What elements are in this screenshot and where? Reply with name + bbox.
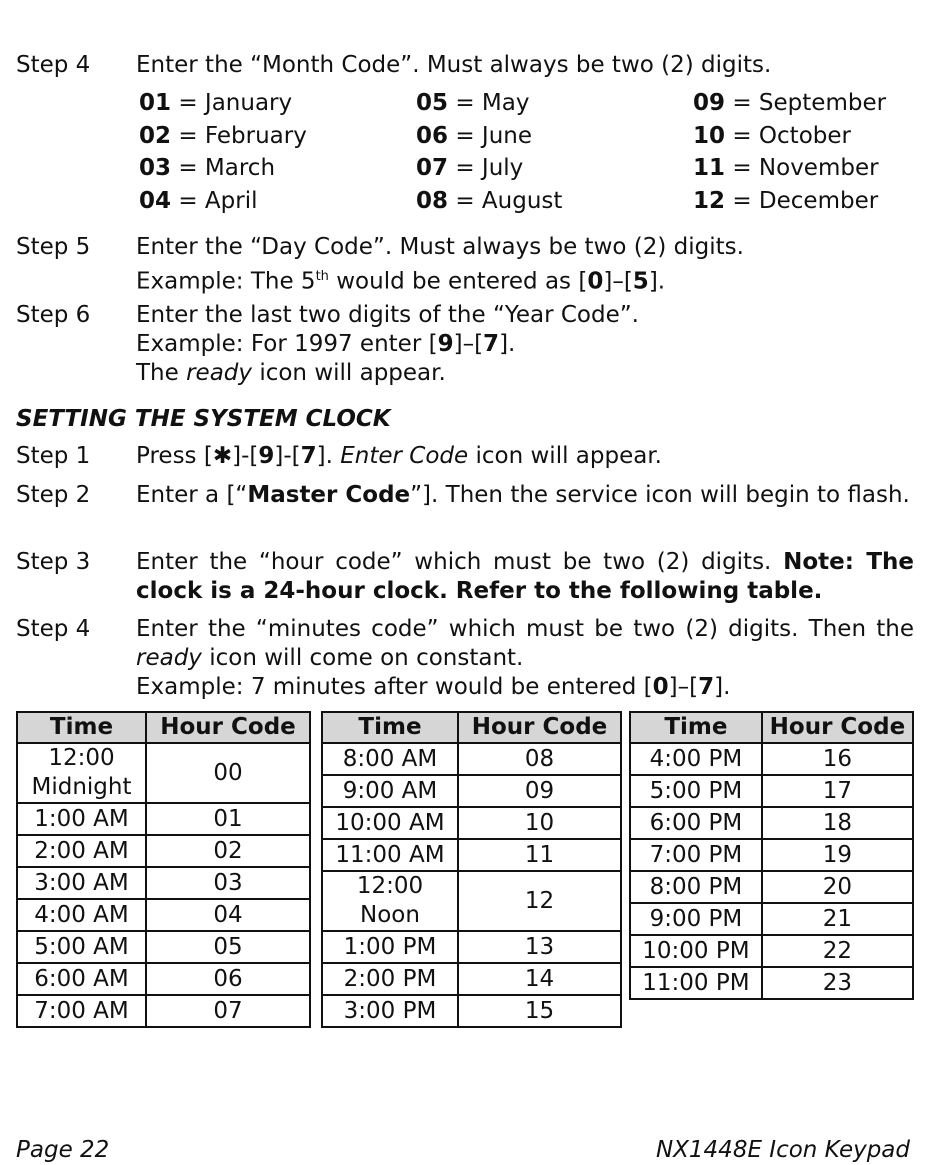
month-code: 06: [416, 123, 449, 149]
table-row: [17, 963, 310, 995]
equals-sign: =: [171, 188, 205, 214]
day-key-2: 5: [632, 268, 649, 295]
time-value-line2: Noon: [360, 902, 420, 928]
time-value: 1:00 PM: [343, 933, 437, 960]
clock-step1-body: [136, 442, 914, 471]
time-value: 11:00 AM: [335, 841, 445, 868]
manual-page: [16, 0, 914, 1165]
minutes-example-close: ].: [714, 674, 731, 700]
month-name: October: [758, 123, 851, 149]
hour-code-cell: 10: [458, 807, 621, 839]
time-cell: [630, 903, 762, 935]
hour-code-cell: 23: [762, 967, 913, 999]
clock-step4-tail: icon will come on constant.: [201, 645, 524, 671]
clock-step2-label: Step 2: [16, 482, 91, 508]
month-name: December: [758, 188, 879, 214]
year-step-example: [136, 330, 914, 359]
time-cell: [322, 931, 458, 963]
equals-sign: =: [448, 123, 482, 149]
time-value: 5:00 AM: [34, 933, 129, 960]
year-step-label: Step 6: [16, 302, 91, 328]
equals-sign: =: [448, 155, 482, 181]
month-name: March: [204, 155, 276, 181]
equals-sign: =: [171, 123, 205, 149]
hour-code-cell: 14: [458, 963, 621, 995]
time-value: 6:00 PM: [649, 809, 743, 836]
time-header: Time: [630, 712, 762, 743]
table-row: [630, 807, 913, 839]
year-key-separator: ]–[: [453, 331, 484, 357]
time-cell: [17, 743, 146, 803]
day-example-text: Example: The 5: [136, 268, 316, 295]
table-row: [17, 803, 310, 835]
month-code-item: [416, 87, 529, 119]
table-row: [17, 931, 310, 963]
hour-code-header: Hour Code: [458, 712, 621, 743]
hour-code-cell: 01: [146, 803, 310, 835]
time-value: 9:00 PM: [649, 905, 743, 932]
key-separator: ]-[: [232, 443, 259, 469]
equals-sign: =: [725, 188, 759, 214]
month-code-item: [416, 185, 562, 217]
clock-step3-label: Step 3: [16, 549, 91, 575]
time-value: 4:00 AM: [34, 901, 129, 928]
clock-step1-label: Step 1: [16, 443, 91, 469]
table-row: [630, 903, 913, 935]
year-line3-post: icon will appear.: [252, 360, 446, 386]
day-key-separator: ]–[: [603, 268, 633, 295]
time-cell: [630, 775, 762, 807]
hour-code-cell: 11: [458, 839, 621, 871]
time-cell: [322, 807, 458, 839]
key-9: 9: [258, 443, 275, 469]
table-row: [322, 775, 621, 807]
hour-code-cell: 05: [146, 931, 310, 963]
hour-code-cell: 18: [762, 807, 913, 839]
hour-code-cell: 08: [458, 743, 621, 775]
year-step-body: [136, 301, 914, 388]
time-cell: [17, 803, 146, 835]
equals-sign: =: [725, 155, 759, 181]
time-cell: [17, 835, 146, 867]
product-name: NX1448E Icon Keypad: [655, 1137, 910, 1163]
time-header: Time: [17, 712, 146, 743]
time-value: 3:00 AM: [34, 869, 129, 896]
key-7: 7: [300, 443, 317, 469]
time-cell: [322, 995, 458, 1027]
time-cell: [322, 963, 458, 995]
hour-code-cell: 09: [458, 775, 621, 807]
time-value-line2: Midnight: [31, 774, 132, 800]
day-step-label: Step 5: [16, 234, 91, 260]
day-example-mid: would be entered as [: [328, 268, 588, 295]
clock-step2-body: [136, 481, 914, 510]
month-code: 02: [139, 123, 172, 149]
clock-step4-label: Step 4: [16, 616, 91, 642]
minutes-key-separator: ]–[: [668, 674, 699, 700]
clock-step4-text: [136, 615, 914, 673]
table-header-row: [322, 712, 621, 743]
ready-word: ready: [136, 645, 202, 671]
table-header-row: [17, 712, 310, 743]
equals-sign: =: [171, 155, 205, 181]
month-step-text: Enter the “Month Code”. Must always be two (2) digits.: [136, 52, 772, 78]
month-name: January: [204, 90, 293, 116]
table-row: [17, 867, 310, 899]
hour-code-cell: 13: [458, 931, 621, 963]
hour-code-table: [16, 711, 311, 1028]
year-key-1: 9: [437, 331, 454, 357]
time-cell: [17, 867, 146, 899]
month-code-item: [416, 120, 532, 152]
table-row: [17, 899, 310, 931]
year-step-line3: [136, 359, 914, 388]
time-cell: [322, 871, 458, 931]
hour-code-table: [321, 711, 622, 1028]
hour-code-cell: 04: [146, 899, 310, 931]
time-cell: [630, 743, 762, 775]
master-code-word: Master Code: [247, 482, 411, 508]
month-code-item: [693, 120, 851, 152]
time-value: 12:00: [356, 873, 424, 899]
hour-code-cell: 03: [146, 867, 310, 899]
hour-code-table: [629, 711, 914, 1000]
table-row: [322, 807, 621, 839]
time-cell: [17, 931, 146, 963]
month-code-item: [139, 185, 258, 217]
time-value: 7:00 AM: [34, 997, 129, 1024]
month-code-item: [416, 152, 523, 184]
time-cell: [17, 995, 146, 1027]
hour-code-cell: 06: [146, 963, 310, 995]
equals-sign: =: [448, 188, 482, 214]
month-name: April: [204, 188, 258, 214]
ready-word: ready: [186, 360, 253, 386]
year-step-line1: Enter the last two digits of the “Year Code”.: [136, 302, 639, 328]
time-value: 5:00 PM: [649, 777, 743, 804]
table-row: [322, 839, 621, 871]
hour-code-cell: 22: [762, 935, 913, 967]
table-header-row: [630, 712, 913, 743]
time-cell: [17, 899, 146, 931]
table-row: [17, 995, 310, 1027]
month-code-item: [693, 87, 886, 119]
time-cell: [630, 967, 762, 999]
table-row: [630, 743, 913, 775]
clock-step1-tail: icon will appear.: [468, 443, 662, 469]
month-code: 09: [693, 90, 726, 116]
time-value: 10:00 AM: [335, 809, 445, 836]
year-key-2: 7: [483, 331, 500, 357]
month-code: 12: [693, 188, 726, 214]
month-code: 04: [139, 188, 172, 214]
time-cell: [322, 775, 458, 807]
clock-step3-body: [136, 548, 914, 606]
table-row: [630, 967, 913, 999]
table-row: [322, 963, 621, 995]
day-step-example: [136, 262, 914, 297]
month-name: February: [204, 123, 307, 149]
month-code: 10: [693, 123, 726, 149]
minutes-key-1: 0: [652, 674, 669, 700]
year-example-text: Example: For 1997 enter [: [136, 331, 438, 357]
section-heading: SETTING THE SYSTEM CLOCK: [16, 406, 391, 432]
hour-code-header: Hour Code: [146, 712, 310, 743]
equals-sign: =: [725, 90, 759, 116]
hour-code-header: Hour Code: [762, 712, 913, 743]
time-value: 8:00 AM: [342, 745, 438, 772]
month-name: August: [481, 188, 563, 214]
time-cell: [630, 807, 762, 839]
month-code: 01: [139, 90, 172, 116]
month-name: June: [481, 123, 533, 149]
hour-code-cell: 07: [146, 995, 310, 1027]
time-value: 6:00 AM: [34, 965, 129, 992]
day-example-close: ].: [648, 268, 666, 295]
table-row: [322, 743, 621, 775]
time-value: 12:00: [48, 745, 115, 771]
time-value: 9:00 AM: [342, 777, 438, 804]
day-step-line1: Enter the “Day Code”. Must always be two (2) digits.: [136, 234, 744, 260]
enter-code-word: Enter Code: [340, 443, 469, 469]
time-cell: [630, 935, 762, 967]
star-key: ✱: [212, 443, 233, 469]
clock-step1-post: ].: [316, 443, 341, 469]
time-cell: [322, 839, 458, 871]
month-code-item: [693, 185, 878, 217]
table-row: [630, 839, 913, 871]
table-row: [322, 995, 621, 1027]
month-code-item: [139, 87, 292, 119]
day-key-1: 0: [587, 268, 604, 295]
table-row: [630, 775, 913, 807]
year-example-close: ].: [499, 331, 516, 357]
time-value: 8:00 PM: [649, 873, 743, 900]
time-value: 1:00 AM: [34, 805, 129, 832]
day-step-body: [136, 233, 914, 297]
month-name: November: [758, 155, 879, 181]
equals-sign: =: [725, 123, 759, 149]
clock-step3-pre: Enter the “hour code” which must be two (2) digits.: [136, 549, 784, 575]
time-value: 11:00 PM: [642, 969, 750, 996]
month-code-item: [139, 120, 307, 152]
hour-code-cell: 02: [146, 835, 310, 867]
page-number: Page 22: [16, 1137, 110, 1163]
time-cell: [17, 963, 146, 995]
month-name: May: [481, 90, 530, 116]
table-row: [630, 871, 913, 903]
year-line3-pre: The: [136, 360, 187, 386]
hour-code-cell: 12: [458, 871, 621, 931]
time-value: 7:00 PM: [649, 841, 743, 868]
month-code-item: [139, 152, 275, 184]
hour-code-cell: 20: [762, 871, 913, 903]
hour-code-cell: 16: [762, 743, 913, 775]
month-code: 08: [416, 188, 449, 214]
clock-note: Note: The clock is a 24-hour clock. Refer to the following table.: [136, 549, 915, 604]
key-separator: ]-[: [274, 443, 301, 469]
table-row: [17, 835, 310, 867]
table-row: [630, 935, 913, 967]
table-row: [322, 931, 621, 963]
equals-sign: =: [448, 90, 482, 116]
clock-step4-body: [136, 615, 914, 702]
time-cell: [630, 839, 762, 871]
month-code-item: [693, 152, 879, 184]
hour-code-cell: 21: [762, 903, 913, 935]
minutes-key-2: 7: [698, 674, 715, 700]
equals-sign: =: [171, 90, 205, 116]
clock-step1-pre: Press [: [136, 443, 213, 469]
month-code: 03: [139, 155, 172, 181]
hour-code-cell: 15: [458, 995, 621, 1027]
time-cell: [630, 871, 762, 903]
time-value: 4:00 PM: [649, 745, 743, 772]
time-value: 10:00 PM: [642, 937, 750, 964]
hour-code-cell: 19: [762, 839, 913, 871]
month-code: 07: [416, 155, 449, 181]
minutes-example-text: Example: 7 minutes after would be entered [: [136, 674, 653, 700]
hour-code-cell: 17: [762, 775, 913, 807]
time-value: 2:00 PM: [343, 965, 437, 992]
clock-step2-post: ”]. Then the service icon will begin to flash.: [410, 482, 910, 508]
month-code: 05: [416, 90, 449, 116]
month-step-label: Step 4: [16, 52, 91, 78]
month-name: September: [758, 90, 887, 116]
hour-code-cell: 00: [146, 743, 310, 803]
time-value: 3:00 PM: [343, 997, 437, 1024]
clock-step4-line1: Enter the “minutes code” which must be two (2) digits. Then the: [136, 616, 914, 642]
time-value: 2:00 AM: [34, 837, 129, 864]
month-name: July: [481, 155, 524, 181]
clock-step2-pre: Enter a [“: [136, 482, 248, 508]
day-example-superscript: th: [315, 269, 329, 284]
time-cell: [322, 743, 458, 775]
table-row: [17, 743, 310, 803]
clock-step4-example: [136, 673, 914, 702]
table-row: [322, 871, 621, 931]
time-header: Time: [322, 712, 458, 743]
month-code: 11: [693, 155, 726, 181]
